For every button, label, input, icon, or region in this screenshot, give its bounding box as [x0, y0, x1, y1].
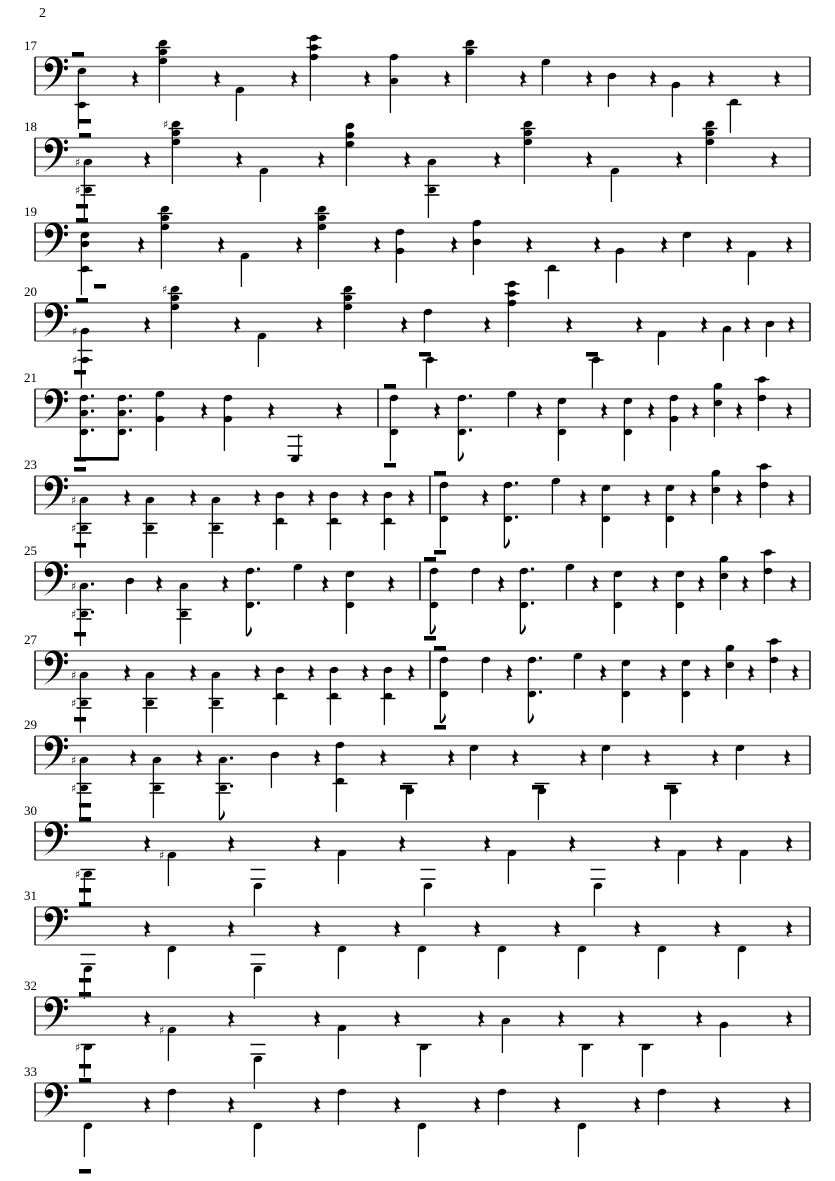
system-29 — [24, 717, 810, 821]
sharp-icon: ♯ — [71, 580, 77, 593]
note — [245, 567, 260, 637]
staff-lines — [35, 138, 810, 176]
eighth-flag-icon — [504, 538, 510, 549]
note — [725, 644, 735, 699]
note — [613, 570, 623, 634]
note — [288, 434, 303, 463]
system-30 — [24, 803, 810, 916]
measure-number: 18 — [24, 119, 37, 134]
note — [765, 320, 775, 357]
sharp-icon: ♯ — [159, 849, 165, 862]
note — [159, 1024, 177, 1061]
note — [429, 567, 439, 635]
staff-lines — [35, 562, 810, 600]
note — [767, 637, 782, 693]
rest-block — [434, 725, 446, 730]
note — [519, 567, 534, 635]
note — [601, 484, 611, 548]
note — [481, 656, 491, 693]
measure-number: 20 — [24, 284, 37, 299]
sharp-icon: ♯ — [72, 354, 78, 367]
eighth-flag-icon — [440, 713, 446, 724]
note — [259, 167, 269, 202]
staff-lines — [35, 651, 810, 689]
note — [315, 205, 330, 269]
note — [235, 86, 245, 121]
note — [623, 397, 633, 461]
note — [240, 252, 250, 287]
staff-lines — [35, 907, 810, 945]
rest-block — [79, 992, 91, 997]
note — [423, 308, 433, 343]
rest-block — [74, 457, 86, 462]
note — [216, 756, 234, 821]
note — [621, 659, 631, 723]
note — [158, 205, 173, 269]
note — [657, 330, 667, 365]
system-20 — [24, 280, 810, 389]
note — [381, 491, 396, 550]
note — [463, 39, 478, 103]
note — [761, 548, 776, 604]
note — [719, 555, 729, 610]
note — [757, 462, 772, 518]
note — [270, 751, 280, 788]
note — [333, 741, 348, 812]
measure-number: 33 — [24, 1064, 37, 1079]
rest-block — [79, 817, 91, 822]
note — [327, 666, 342, 725]
measure-number: 17 — [24, 38, 37, 53]
sharp-icon: ♯ — [71, 522, 77, 535]
note — [681, 659, 691, 723]
sharp-icon: ♯ — [163, 118, 169, 131]
system-31 — [24, 888, 810, 999]
measure-number: 31 — [24, 888, 37, 903]
rest-block — [419, 352, 431, 357]
measure-number: 32 — [24, 978, 37, 993]
rest-block — [79, 1078, 91, 1083]
note — [307, 34, 322, 101]
measure-number: 23 — [24, 457, 37, 472]
note — [251, 870, 266, 917]
system-21 — [24, 370, 810, 472]
note — [677, 849, 687, 884]
note — [503, 481, 518, 549]
rest-block — [74, 632, 86, 637]
note — [471, 567, 481, 604]
sharp-icon: ♯ — [75, 156, 81, 169]
sharp-icon: ♯ — [159, 1024, 165, 1037]
measure-number: 29 — [24, 717, 37, 732]
rest-block — [74, 370, 86, 375]
note — [521, 120, 536, 184]
rest-block — [79, 119, 91, 124]
note — [337, 849, 347, 884]
note — [675, 570, 685, 634]
note — [577, 945, 587, 979]
staff-lines — [35, 822, 810, 860]
sharp-icon: ♯ — [71, 697, 77, 710]
rest-block — [384, 384, 396, 389]
note — [665, 484, 675, 548]
note — [327, 491, 342, 550]
note — [671, 81, 681, 117]
sharp-icon: ♯ — [72, 325, 78, 338]
rest-block — [76, 298, 88, 303]
note — [273, 666, 288, 725]
note — [497, 1088, 507, 1125]
rest-block — [434, 646, 446, 651]
note — [719, 1021, 729, 1057]
system-27 — [24, 632, 810, 733]
note — [337, 945, 347, 979]
note — [167, 945, 177, 979]
note — [591, 870, 606, 917]
note — [472, 219, 482, 275]
sharp-icon: ♯ — [71, 754, 77, 767]
note — [78, 231, 93, 295]
eighth-flag-icon — [528, 713, 534, 724]
note — [507, 849, 517, 884]
note — [337, 1088, 347, 1125]
note — [669, 394, 679, 451]
system-17 — [24, 34, 810, 133]
measure-number: 19 — [24, 204, 37, 219]
rest-block — [384, 463, 396, 468]
eighth-flag-icon — [219, 810, 225, 821]
rest-block — [94, 284, 106, 289]
note — [71, 494, 92, 558]
staff-lines — [35, 303, 810, 341]
sharp-icon: ♯ — [71, 782, 77, 795]
note — [703, 120, 718, 184]
note — [156, 39, 171, 103]
rest-block — [76, 204, 88, 209]
note — [417, 945, 427, 979]
page-number: 2 — [39, 6, 46, 21]
system-19 — [24, 204, 810, 299]
note — [341, 285, 356, 349]
sharp-icon: ♯ — [75, 868, 81, 881]
note — [75, 1041, 96, 1077]
staff-lines — [35, 997, 810, 1035]
note — [727, 98, 742, 133]
rest-block — [79, 1064, 91, 1069]
measure-number: 21 — [24, 370, 37, 385]
note — [253, 1122, 263, 1157]
note — [589, 356, 604, 389]
rest-block — [72, 52, 84, 57]
note — [395, 228, 405, 283]
rest-block — [586, 352, 598, 357]
sharp-icon: ♯ — [75, 184, 81, 197]
rest-block — [74, 717, 86, 722]
rest-block — [424, 636, 436, 641]
note — [75, 868, 96, 906]
note — [657, 1088, 667, 1125]
note — [257, 332, 267, 367]
note — [162, 283, 183, 349]
sharp-icon: ♯ — [71, 608, 77, 621]
sharp-icon: ♯ — [71, 669, 77, 682]
rest-block — [76, 218, 88, 223]
note — [71, 669, 92, 733]
rest-block — [74, 467, 86, 472]
sharp-icon: ♯ — [71, 494, 77, 507]
note — [639, 1043, 654, 1077]
rest-block — [79, 888, 91, 893]
note — [223, 394, 233, 451]
note — [159, 849, 177, 886]
note — [739, 849, 749, 884]
note — [545, 264, 560, 299]
measure-number: 27 — [24, 632, 37, 647]
note — [125, 577, 135, 614]
rest-block — [79, 803, 91, 808]
staff-lines — [35, 223, 810, 261]
note — [713, 382, 723, 437]
system-25 — [24, 543, 810, 646]
note — [457, 394, 472, 462]
note — [163, 118, 184, 184]
note — [711, 469, 721, 524]
note — [722, 325, 732, 361]
note — [497, 945, 507, 979]
note — [273, 491, 288, 550]
rest-block — [79, 133, 91, 138]
measure-number: 25 — [24, 543, 37, 558]
note — [417, 1043, 432, 1077]
note — [345, 570, 355, 634]
note — [389, 53, 399, 113]
sharp-icon: ♯ — [162, 283, 168, 296]
note — [579, 1043, 594, 1077]
staff-lines — [35, 736, 810, 774]
note — [755, 375, 770, 431]
note — [83, 1122, 93, 1157]
note — [167, 1088, 177, 1125]
note — [607, 72, 617, 107]
rest-block — [79, 978, 91, 983]
staff-lines — [35, 1083, 810, 1121]
note — [417, 1122, 427, 1157]
note — [747, 250, 757, 285]
note — [439, 656, 449, 724]
rest-block — [79, 1169, 91, 1174]
note — [557, 397, 567, 461]
rest-block — [79, 902, 91, 907]
note — [423, 356, 438, 389]
note — [657, 945, 667, 979]
sharp-icon: ♯ — [75, 1041, 81, 1054]
rest-block — [424, 557, 436, 562]
eighth-flag-icon — [430, 624, 436, 635]
system-18 — [24, 118, 810, 218]
note — [421, 870, 436, 917]
rest-block — [434, 471, 446, 476]
note — [577, 1122, 587, 1157]
eighth-flag-icon — [458, 451, 464, 462]
note — [337, 1024, 347, 1059]
note — [72, 325, 93, 389]
system-33 — [24, 1064, 810, 1174]
note — [381, 666, 396, 725]
note — [75, 156, 96, 218]
note — [615, 247, 625, 283]
note — [251, 955, 266, 1000]
system-32 — [24, 978, 810, 1089]
system-23 — [24, 457, 810, 558]
rest-block — [434, 550, 446, 555]
measure-number: 30 — [24, 803, 37, 818]
rest-block — [74, 543, 86, 548]
note — [527, 656, 542, 724]
staff-lines — [35, 57, 810, 95]
eighth-flag-icon — [520, 624, 526, 635]
note — [737, 945, 747, 979]
note — [505, 280, 520, 347]
eighth-flag-icon — [246, 626, 252, 637]
note — [610, 167, 620, 202]
